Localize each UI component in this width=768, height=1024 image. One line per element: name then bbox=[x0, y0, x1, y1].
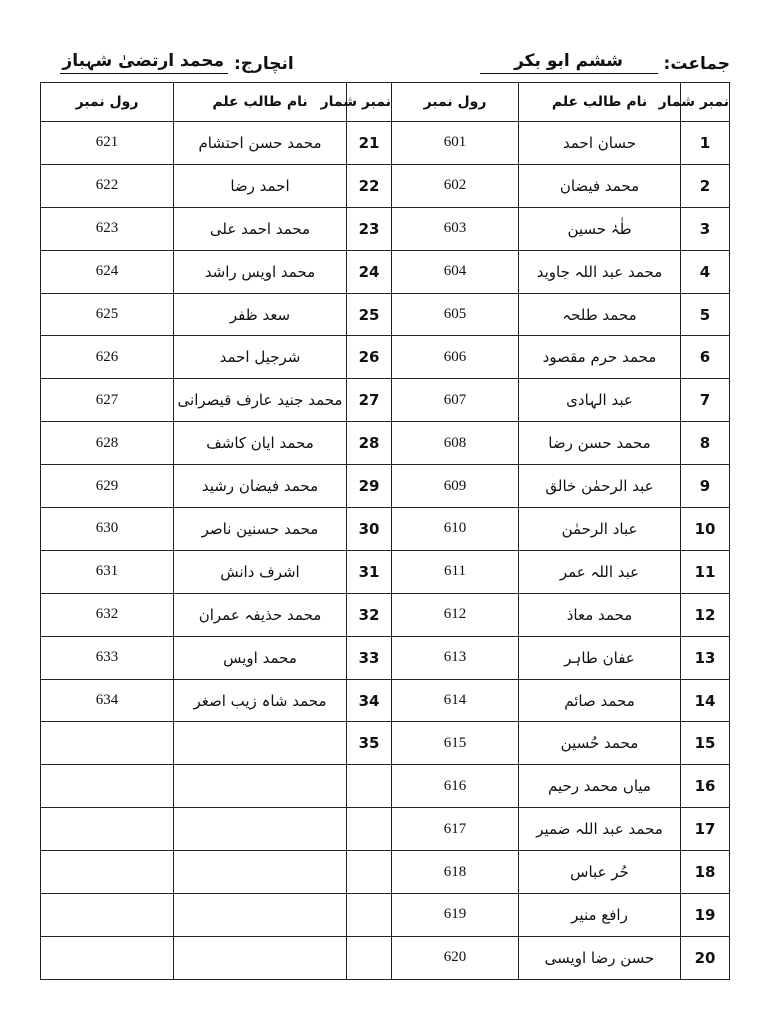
class-field bbox=[480, 51, 730, 74]
serial-number-cell: 26 bbox=[347, 336, 392, 379]
table-body bbox=[41, 122, 730, 980]
student-name-cell: محمد ایان کاشف bbox=[174, 422, 347, 465]
column-header-serial: نمبر شمار bbox=[347, 83, 392, 122]
student-name-cell: میاں محمد رحیم bbox=[519, 765, 681, 808]
column-header-student-name: نام طالب علم bbox=[174, 83, 347, 122]
table-row bbox=[41, 164, 730, 207]
student-name-cell: طٰہٰ حسین bbox=[519, 207, 681, 250]
roll-number-cell: 613 bbox=[392, 636, 519, 679]
roll-number-cell: 630 bbox=[41, 508, 174, 551]
roll-number-cell: 632 bbox=[41, 593, 174, 636]
table-row bbox=[41, 550, 730, 593]
serial-number-cell: 18 bbox=[681, 851, 730, 894]
table-row bbox=[41, 808, 730, 851]
student-name-cell: محمد عبد اللہ ضمیر bbox=[519, 808, 681, 851]
table-row bbox=[41, 293, 730, 336]
roll-number-cell: 607 bbox=[392, 379, 519, 422]
student-name-cell: رافع منیر bbox=[519, 894, 681, 937]
serial-number-cell: 25 bbox=[347, 293, 392, 336]
serial-number-cell: 14 bbox=[681, 679, 730, 722]
table-row bbox=[41, 851, 730, 894]
roll-number-cell: 612 bbox=[392, 593, 519, 636]
serial-number-cell: 6 bbox=[681, 336, 730, 379]
roll-number-cell: 621 bbox=[41, 122, 174, 165]
student-name-cell: محمد حسن احتشام bbox=[174, 122, 347, 165]
serial-number-cell bbox=[347, 936, 392, 979]
serial-number-cell: 35 bbox=[347, 722, 392, 765]
roll-number-cell: 602 bbox=[392, 164, 519, 207]
student-name-cell bbox=[174, 765, 347, 808]
serial-number-cell: 21 bbox=[347, 122, 392, 165]
roll-number-cell: 605 bbox=[392, 293, 519, 336]
student-name-cell: محمد اویس bbox=[174, 636, 347, 679]
student-name-cell: محمد طلحہ bbox=[519, 293, 681, 336]
student-name-cell: شرجیل احمد bbox=[174, 336, 347, 379]
roll-number-cell bbox=[41, 765, 174, 808]
roll-number-cell: 631 bbox=[41, 550, 174, 593]
serial-number-cell: 29 bbox=[347, 465, 392, 508]
roll-number-cell: 633 bbox=[41, 636, 174, 679]
serial-number-cell: 24 bbox=[347, 250, 392, 293]
table-row bbox=[41, 894, 730, 937]
serial-number-cell: 2 bbox=[681, 164, 730, 207]
student-name-cell: حسان احمد bbox=[519, 122, 681, 165]
serial-number-cell: 22 bbox=[347, 164, 392, 207]
student-name-cell: محمد حرم مقصود bbox=[519, 336, 681, 379]
class-label: جماعت: bbox=[663, 54, 730, 74]
serial-number-cell bbox=[347, 894, 392, 937]
roll-number-cell bbox=[41, 894, 174, 937]
serial-number-cell: 4 bbox=[681, 250, 730, 293]
roll-number-cell: 610 bbox=[392, 508, 519, 551]
table-row bbox=[41, 722, 730, 765]
serial-number-cell bbox=[347, 808, 392, 851]
roll-number-cell: 615 bbox=[392, 722, 519, 765]
student-name-cell: محمد جنید عارف قیصرانی bbox=[174, 379, 347, 422]
roll-number-cell: 634 bbox=[41, 679, 174, 722]
roll-number-cell: 625 bbox=[41, 293, 174, 336]
column-header-roll-number: رول نمبر bbox=[41, 83, 174, 122]
serial-number-cell: 16 bbox=[681, 765, 730, 808]
column-header-student-name: نام طالب علم bbox=[519, 83, 681, 122]
student-name-cell bbox=[174, 808, 347, 851]
incharge-field bbox=[60, 50, 294, 74]
roll-number-cell bbox=[41, 936, 174, 979]
student-name-cell: عبد الہادی bbox=[519, 379, 681, 422]
serial-number-cell: 13 bbox=[681, 636, 730, 679]
roll-number-cell: 604 bbox=[392, 250, 519, 293]
student-name-cell: عفان طاہر bbox=[519, 636, 681, 679]
column-header-roll-number: رول نمبر bbox=[392, 83, 519, 122]
table-row bbox=[41, 379, 730, 422]
table-row bbox=[41, 422, 730, 465]
table-row bbox=[41, 936, 730, 979]
roll-number-cell: 622 bbox=[41, 164, 174, 207]
table-row bbox=[41, 122, 730, 165]
serial-number-cell: 3 bbox=[681, 207, 730, 250]
student-name-cell: محمد حذیفہ عمران bbox=[174, 593, 347, 636]
student-name-cell: محمد فیضان bbox=[519, 164, 681, 207]
roll-number-cell bbox=[41, 851, 174, 894]
serial-number-cell: 11 bbox=[681, 550, 730, 593]
student-name-cell bbox=[174, 894, 347, 937]
student-name-cell: محمد عبد اللہ جاوید bbox=[519, 250, 681, 293]
roll-number-cell: 626 bbox=[41, 336, 174, 379]
serial-number-cell: 8 bbox=[681, 422, 730, 465]
table-row bbox=[41, 679, 730, 722]
serial-number-cell: 28 bbox=[347, 422, 392, 465]
roll-number-cell: 627 bbox=[41, 379, 174, 422]
roll-number-cell: 614 bbox=[392, 679, 519, 722]
serial-number-cell: 1 bbox=[681, 122, 730, 165]
serial-number-cell: 33 bbox=[347, 636, 392, 679]
roll-number-cell bbox=[41, 808, 174, 851]
incharge-value: محمد ارتضیٰ شہباز bbox=[60, 50, 228, 74]
serial-number-cell: 5 bbox=[681, 293, 730, 336]
student-name-cell: محمد حسنین ناصر bbox=[174, 508, 347, 551]
serial-number-cell: 27 bbox=[347, 379, 392, 422]
roll-number-cell: 623 bbox=[41, 207, 174, 250]
student-name-cell: عبد اللہ عمر bbox=[519, 550, 681, 593]
serial-number-cell: 31 bbox=[347, 550, 392, 593]
student-name-cell: حسن رضا اویسی bbox=[519, 936, 681, 979]
roll-number-cell: 611 bbox=[392, 550, 519, 593]
incharge-label: انچارج: bbox=[234, 54, 294, 74]
student-roster-table bbox=[40, 82, 730, 980]
table-row bbox=[41, 636, 730, 679]
table-row bbox=[41, 508, 730, 551]
student-name-cell: محمد حسن رضا bbox=[519, 422, 681, 465]
roll-number-cell: 603 bbox=[392, 207, 519, 250]
student-name-cell: محمد اویس راشد bbox=[174, 250, 347, 293]
roll-number-cell: 616 bbox=[392, 765, 519, 808]
serial-number-cell: 23 bbox=[347, 207, 392, 250]
student-name-cell: احمد رضا bbox=[174, 164, 347, 207]
student-name-cell: حُر عباس bbox=[519, 851, 681, 894]
student-name-cell: محمد شاہ زیب اصغر bbox=[174, 679, 347, 722]
table-row bbox=[41, 207, 730, 250]
roll-number-cell: 601 bbox=[392, 122, 519, 165]
student-name-cell bbox=[174, 851, 347, 894]
student-name-cell bbox=[174, 722, 347, 765]
class-value: ششم ابو بکر bbox=[480, 51, 658, 74]
document-header bbox=[40, 20, 730, 80]
student-name-cell: اشرف دانش bbox=[174, 550, 347, 593]
student-name-cell: محمد احمد علی bbox=[174, 207, 347, 250]
column-header-serial: نمبر شمار bbox=[681, 83, 730, 122]
student-name-cell: سعد ظفر bbox=[174, 293, 347, 336]
serial-number-cell: 17 bbox=[681, 808, 730, 851]
serial-number-cell: 10 bbox=[681, 508, 730, 551]
student-name-cell: محمد حُسین bbox=[519, 722, 681, 765]
serial-number-cell: 9 bbox=[681, 465, 730, 508]
serial-number-cell: 19 bbox=[681, 894, 730, 937]
roll-number-cell bbox=[41, 722, 174, 765]
roll-number-cell: 618 bbox=[392, 851, 519, 894]
roll-number-cell: 617 bbox=[392, 808, 519, 851]
serial-number-cell: 30 bbox=[347, 508, 392, 551]
serial-number-cell bbox=[347, 765, 392, 808]
serial-number-cell: 7 bbox=[681, 379, 730, 422]
serial-number-cell: 15 bbox=[681, 722, 730, 765]
table-row bbox=[41, 465, 730, 508]
serial-number-cell bbox=[347, 851, 392, 894]
table-row bbox=[41, 336, 730, 379]
roll-number-cell: 628 bbox=[41, 422, 174, 465]
table-row bbox=[41, 765, 730, 808]
serial-number-cell: 12 bbox=[681, 593, 730, 636]
student-name-cell: عبد الرحمٰن خالق bbox=[519, 465, 681, 508]
roll-number-cell: 609 bbox=[392, 465, 519, 508]
serial-number-cell: 32 bbox=[347, 593, 392, 636]
roll-number-cell: 624 bbox=[41, 250, 174, 293]
table-header-row bbox=[41, 83, 730, 122]
table-row bbox=[41, 593, 730, 636]
roll-number-cell: 606 bbox=[392, 336, 519, 379]
serial-number-cell: 20 bbox=[681, 936, 730, 979]
table-row bbox=[41, 250, 730, 293]
roll-number-cell: 629 bbox=[41, 465, 174, 508]
student-name-cell: محمد صائم bbox=[519, 679, 681, 722]
serial-number-cell: 34 bbox=[347, 679, 392, 722]
student-name-cell: عباد الرحمٰن bbox=[519, 508, 681, 551]
roll-number-cell: 620 bbox=[392, 936, 519, 979]
student-name-cell bbox=[174, 936, 347, 979]
roll-number-cell: 608 bbox=[392, 422, 519, 465]
student-name-cell: محمد فیضان رشید bbox=[174, 465, 347, 508]
student-name-cell: محمد معاذ bbox=[519, 593, 681, 636]
roll-number-cell: 619 bbox=[392, 894, 519, 937]
